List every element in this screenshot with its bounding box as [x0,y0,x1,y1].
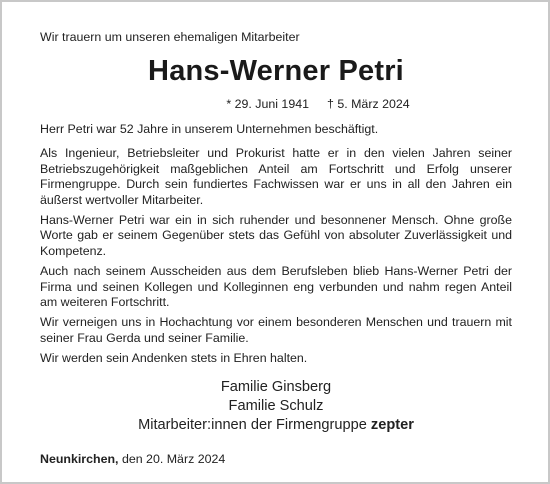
signatory-employees-label: Mitarbeiter:innen der Firmengruppe [138,416,371,433]
place-city: Neunkirchen, [40,451,119,466]
signatory-employees [40,416,512,435]
paragraph-condolence: Wir verneigen uns in Hochachtung vor einem besonderen Menschen und trauern mit seiner Frau Gerda und seiner Familie. [40,315,512,345]
life-dates [40,97,512,112]
obituary-notice [40,30,512,467]
paragraph-employment: Herr Petri war 52 Jahre in unserem Unternehmen beschäftigt. [40,122,379,136]
company-name: zepter [370,416,414,433]
intro-line: Wir trauern um unseren ehemaligen Mitarbeiter [40,30,300,44]
paragraph-character: Hans-Werner Petri war ein in sich ruhender und besonnener Mensch. Ohne große Worte gab er seinem Gegenüber stets das Gefühl von absoluter Zuverlässigkeit und Kompetenz. [40,213,512,258]
death-date: † 5. März 2024 [327,97,410,111]
birth-date: * 29. Juni 1941 [226,97,309,111]
notice-date: den 20. März 2024 [118,451,226,466]
paragraph-remembrance: Wir werden sein Andenken stets in Ehren halten. [40,351,308,366]
paragraph-career: Als Ingenieur, Betriebsleiter und Prokurist hatte er in den vielen Jahren seiner Betriebszugehörigkeit maßgeblichen Anteil am Fortschritt und Erfolg unserer Firmengruppe. Durch sein fundiertes Fachwissen war er uns in all den Jahren ein äußerst wertvoller Mitarbeiter. [40,146,512,207]
signatory-family-ginsberg: Familie Ginsberg [220,378,332,395]
signatory-family-schulz: Familie Schulz [228,397,324,414]
deceased-name: Hans-Werner Petri [148,55,404,87]
place-and-date [40,452,512,467]
paragraph-retirement: Auch nach seinem Ausscheiden aus dem Berufsleben blieb Hans-Werner Petri der Firma und seinen Kollegen und Kolleginnen eng verbunden und nahm regen Anteil am weiteren Fortschritt. [40,264,512,310]
